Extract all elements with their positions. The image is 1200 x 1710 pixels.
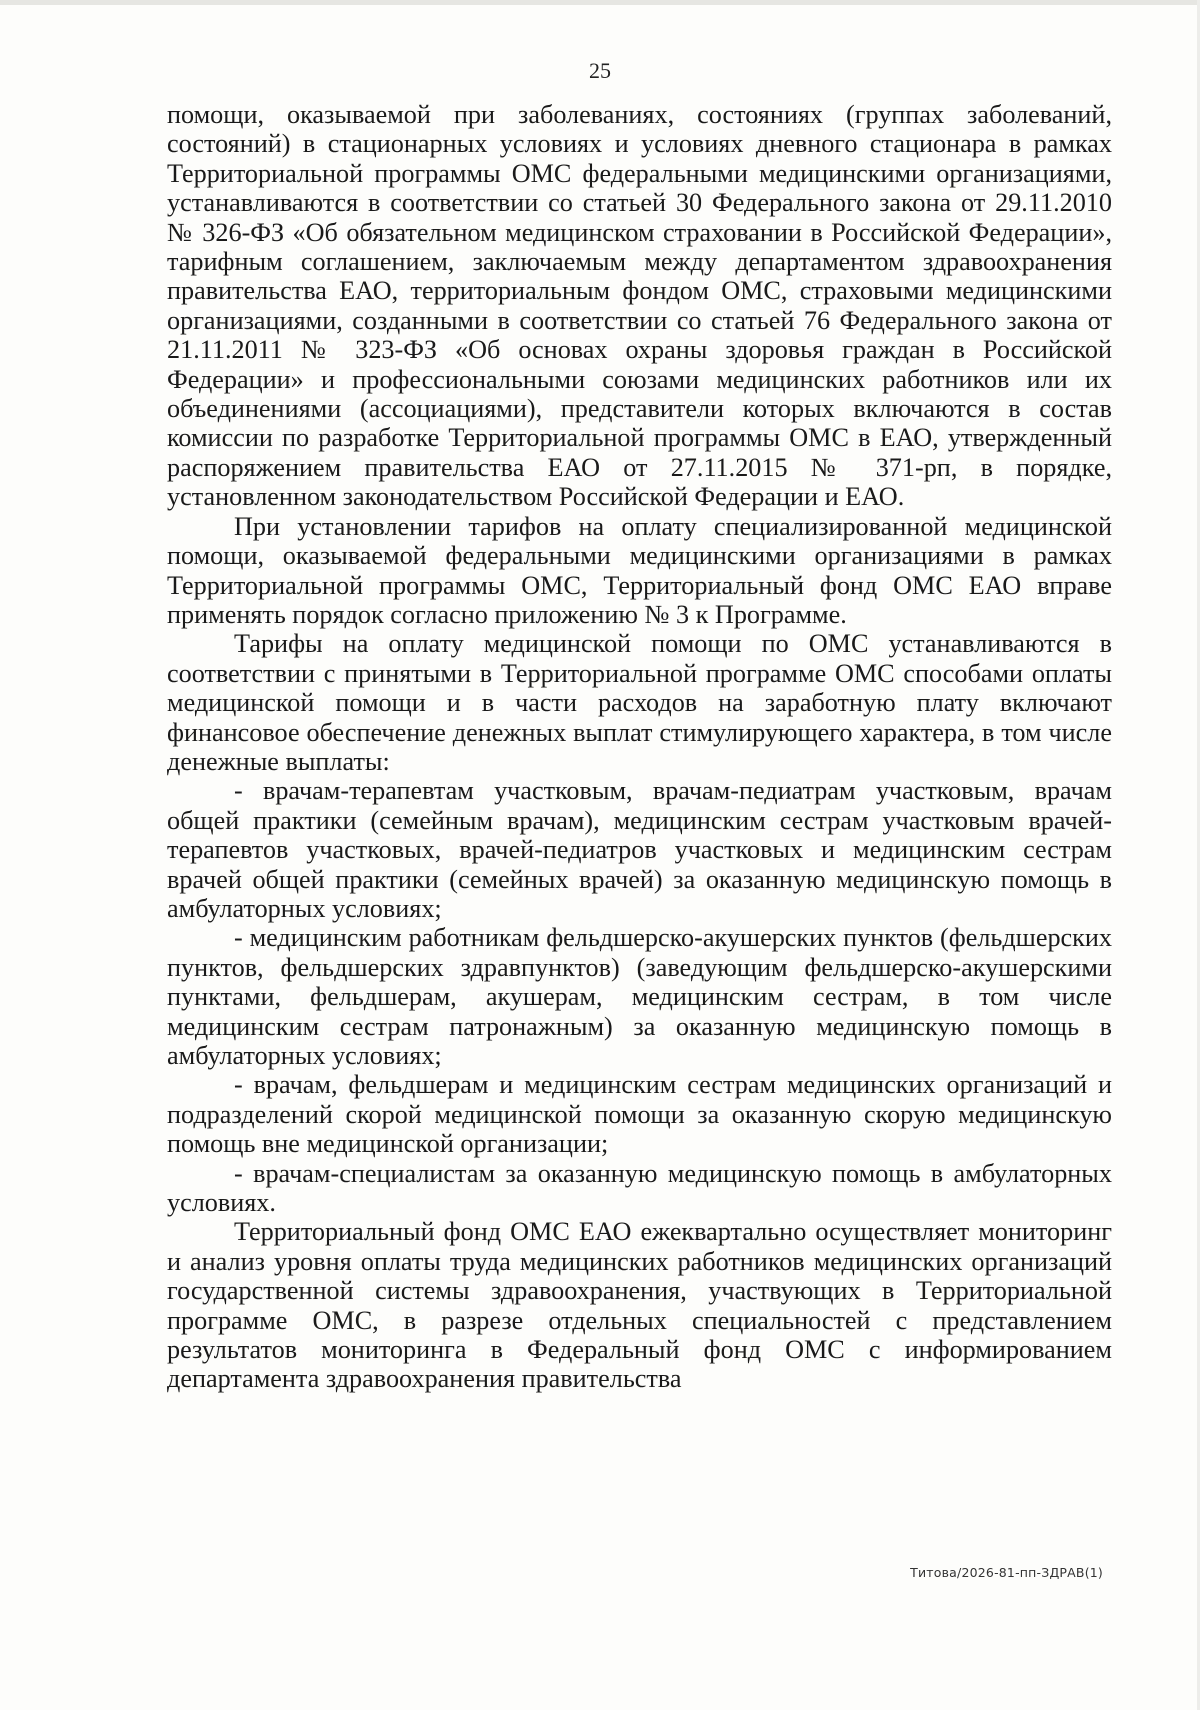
scan-top-edge: [0, 0, 1200, 5]
page-number: 25: [589, 58, 611, 83]
list-item-emergency-care: - врачам, фельдшерам и медицинским сестрам медицинских организаций и подразделений скорой медицинской помощи за оказанную скорую медицинскую помощь вне медицинской организации;: [167, 1070, 1112, 1159]
paragraph-tariffs-oms: Тарифы на оплату медицинской помощи по ОМС устанавливаются в соответствии с принятыми в Территориальной программе ОМС способами оплаты медицинской помощи и в части расходов на заработную плату включают финансовое обеспечение денежных выплат стимулирующего характера, в том числе денежные выплаты:: [167, 629, 1112, 776]
paragraph-continuation: помощи, оказываемой при заболеваниях, состояниях (группах заболеваний, состояний) в стационарных условиях и условиях дневного стационара в рамках Территориальной программы ОМС федеральными медицинскими организациями, устанавливаются в соответствии со статьей 30 Федерального закона от 29.11.2010 № 326-ФЗ «Об обязательном медицинском страховании в Российской Федерации», тарифным соглашением, заключаемым между департаментом здравоохранения правительства ЕАО, территориальным фондом ОМС, страховыми медицинскими организациями, созданными в соответствии со статьей 76 Федерального закона от 21.11.2011 № 323-ФЗ «Об основах охраны здоровья граждан в Российской Федерации» и профессиональными союзами медицинских работников или их объединениями (ассоциациями), представители которых включаются в состав комиссии по разработке Территориальной программы ОМС в ЕАО, утвержденный распоряжением правительства ЕАО от 27.11.2015 № 371-рп, в порядке, установленном законодательством Российской Федерации и ЕАО.: [167, 100, 1112, 512]
list-item-specialists: - врачам-специалистам за оказанную медицинскую помощь в амбулаторных условиях.: [167, 1158, 1112, 1218]
paragraph-tariffs-federal: При установлении тарифов на оплату специализированной медицинской помощи, оказываемой федеральными медицинскими организациями в рамках Территориальной программы ОМС, Территориальный фонд ОМС ЕАО вправе применять порядок согласно приложению № 3 к Программе.: [167, 511, 1112, 629]
paragraph-monitoring: Территориальный фонд ОМС ЕАО ежеквартально осуществляет мониторинг и анализ уровня оплаты труда медицинских работников медицинских организаций государственной системы здравоохранения, участвующих в Территориальной программе ОМС, в разрезе отдельных специальностей с представлением результатов мониторинга в Федеральный фонд ОМС с информированием департамента здравоохранения правительства: [167, 1217, 1112, 1394]
list-item-feldsher-points: - медицинским работникам фельдшерско-акушерских пунктов (фельдшерских пунктов, фельдшерских здравпунктов) (заведующим фельдшерско-акушерскими пунктами, фельдшерам, акушерам, медицинским сестрам, в том числе медицинским сестрам патронажным) за оказанную медицинскую помощь в амбулаторных условиях;: [167, 923, 1112, 1070]
document-body: [167, 100, 1112, 1394]
list-item-district-doctors: - врачам-терапевтам участковым, врачам-педиатрам участковым, врачам общей практики (семейным врачам), медицинским сестрам участковым врачей-терапевтов участковых, врачей-педиатров участковых и медицинским сестрам врачей общей практики (семейных врачей) за оказанную медицинскую помощь в амбулаторных условиях;: [167, 776, 1112, 923]
document-registration-code: Титова/2026-81-пп-ЗДРАВ(1): [910, 1565, 1103, 1580]
